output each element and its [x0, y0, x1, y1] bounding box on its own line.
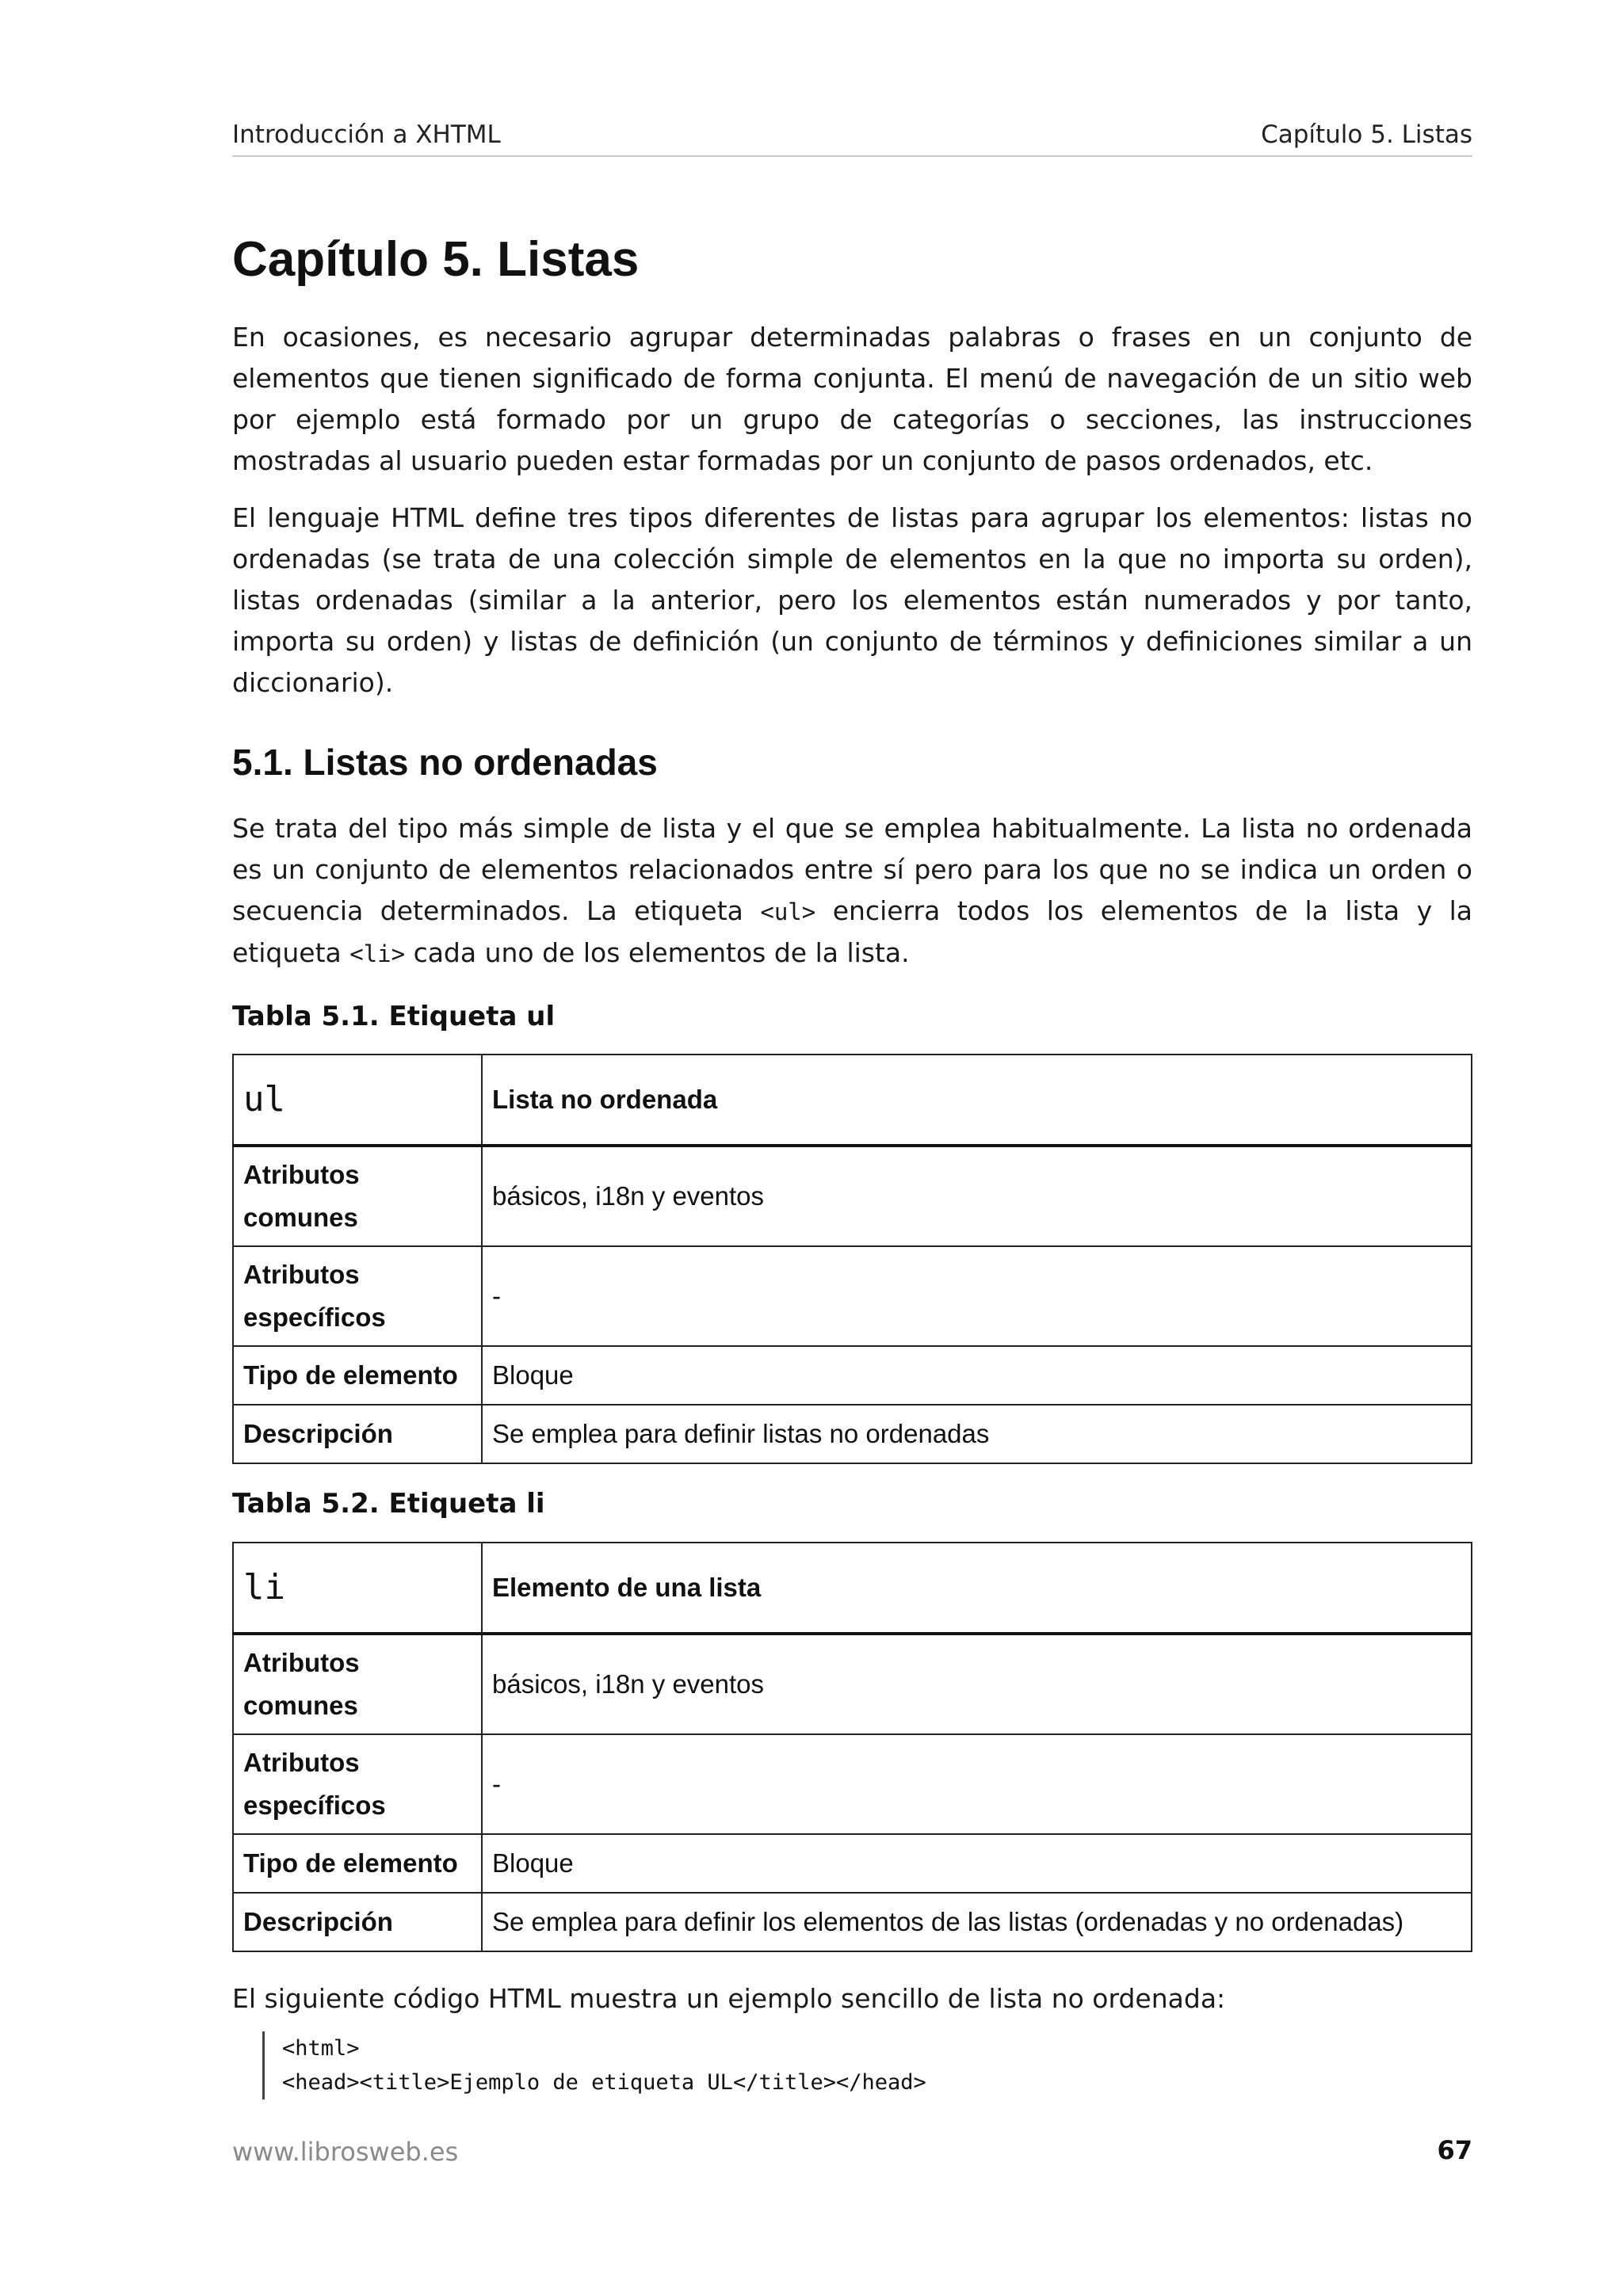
table-tag-cell: li: [233, 1543, 482, 1634]
table-row: [233, 1634, 1472, 1734]
section-title: 5.1. Listas no ordenadas: [232, 742, 658, 783]
table-ul: [232, 1054, 1472, 1464]
table-1-caption: Tabla 5.1. Etiqueta ul: [232, 1001, 556, 1032]
table-title-cell: Lista no ordenada: [482, 1055, 1472, 1146]
row-value: Bloque: [482, 1346, 1472, 1405]
row-key: Atributos comunes: [233, 1146, 482, 1246]
row-key: Atributos específicos: [233, 1734, 482, 1834]
section-paragraph-text-3: cada uno de los elementos de la lista.: [405, 937, 910, 968]
header-chapter-title: Capítulo 5. Listas: [1261, 120, 1472, 149]
code-line: <html>: [282, 2036, 360, 2061]
section-paragraph-text-1: Se trata del tipo más simple de lista y el que se emplea habitualmente. La lista no ordenada es un conjunto de elementos relacionados entre sí pero para los que no se indica un orden o secuencia determinados. La etiqueta: [232, 813, 1472, 926]
row-key: Atributos específicos: [233, 1246, 482, 1346]
running-header: [232, 119, 1472, 157]
inline-code-ul: <ul>: [760, 898, 816, 925]
code-line: <head><title>Ejemplo de etiqueta UL</title></head>: [282, 2070, 926, 2095]
table-row: [233, 1346, 1472, 1405]
code-intro-paragraph: El siguiente código HTML muestra un ejemplo sencillo de lista no ordenada:: [232, 1983, 1226, 2014]
table-li: [232, 1542, 1472, 1952]
table-header-row: [233, 1055, 1472, 1146]
row-value: -: [482, 1734, 1472, 1834]
table-row: [233, 1834, 1472, 1893]
table-header-row: [233, 1543, 1472, 1634]
row-key: Tipo de elemento: [233, 1346, 482, 1405]
row-key: Tipo de elemento: [233, 1834, 482, 1893]
footer-website: www.librosweb.es: [232, 2137, 459, 2167]
footer-page-number: 67: [1437, 2135, 1472, 2165]
row-value: Se emplea para definir los elementos de las listas (ordenadas y no ordenadas): [482, 1893, 1472, 1951]
row-key: Descripción: [233, 1893, 482, 1951]
row-value: -: [482, 1246, 1472, 1346]
row-value: Bloque: [482, 1834, 1472, 1893]
chapter-title: Capítulo 5. Listas: [232, 232, 640, 287]
table-row: [233, 1893, 1472, 1951]
table-tag-cell: ul: [233, 1055, 482, 1146]
table-row: [233, 1734, 1472, 1834]
row-value: básicos, i18n y eventos: [482, 1634, 1472, 1734]
intro-paragraph-1: En ocasiones, es necesario agrupar determinadas palabras o frases en un conjunto de elementos que tienen significado de forma conjunta. El menú de navegación de un sitio web por ejemplo está formado por un grupo de categorías o secciones, las instrucciones mostradas al usuario pueden estar formadas por un conjunto de pasos ordenados, etc.: [232, 322, 1472, 476]
inline-code-li: <li>: [349, 940, 406, 967]
table-row: [233, 1246, 1472, 1346]
section-paragraph-text-2: encierra todos los elementos de la lista y la etiqueta: [232, 895, 1472, 968]
row-key: Atributos comunes: [233, 1634, 482, 1734]
document-page: [232, 0, 1472, 2296]
table-title-cell: Elemento de una lista: [482, 1543, 1472, 1634]
section-paragraph: [232, 808, 1472, 974]
row-value: Se emplea para definir listas no ordenadas: [482, 1405, 1472, 1463]
row-key: Descripción: [233, 1405, 482, 1463]
table-row: [233, 1405, 1472, 1463]
header-book-title: Introducción a XHTML: [232, 120, 501, 149]
intro-paragraph-2: El lenguaje HTML define tres tipos diferentes de listas para agrupar los elementos: listas no ordenadas (se trata de una colección simple de elementos en la que no importa su orden), listas ordenadas (similar a la anterior, pero los elementos están numerados y por tanto, importa su orden) y listas de definición (un conjunto de términos y definiciones similar a un diccionario).: [232, 502, 1472, 698]
table-row: [233, 1146, 1472, 1246]
table-2-caption: Tabla 5.2. Etiqueta li: [232, 1488, 545, 1520]
row-value: básicos, i18n y eventos: [482, 1146, 1472, 1246]
code-example: [262, 2031, 1455, 2100]
